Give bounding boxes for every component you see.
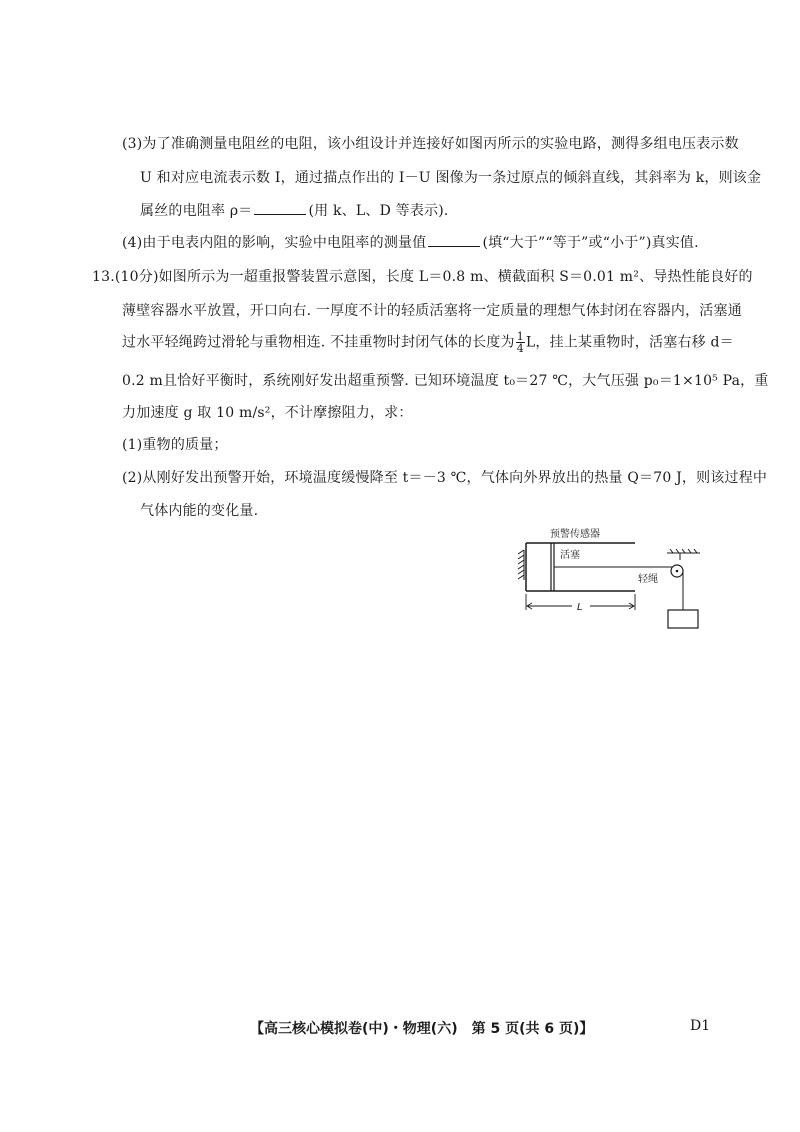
question-12-part-4 bbox=[122, 232, 699, 252]
q13-line4: 0.2 m且恰好平衡时，系统刚好发出超重预警. 已知环境温度 t₀＝27 ℃，大气压强 p₀＝1×10⁵ Pa，重 bbox=[122, 373, 769, 389]
q12-p3-line2: U 和对应电流表示数 I，通过描点作出的 I－U 图像为一条过原点的倾斜直线，其斜率为 k，则该金 bbox=[140, 170, 762, 186]
ceiling-hatch bbox=[667, 549, 700, 560]
q13-line5: 力加速度 g 取 10 m/s²，不计摩擦阻力，求： bbox=[122, 405, 413, 421]
answer-blank-comparison[interactable] bbox=[428, 245, 480, 247]
q13-line3 bbox=[122, 331, 734, 354]
q12-p3-line3b: (用 k、L、D 等表示). bbox=[308, 203, 449, 219]
q12-p3-line3a: 属丝的电阻率 ρ＝ bbox=[140, 203, 253, 219]
weight-block bbox=[668, 610, 698, 628]
q12-p3-line1: (3)为了准确测量电阻丝的电阻，该小组设计并连接好如图丙所示的实验电路，测得多组电压表示数 bbox=[122, 136, 739, 152]
q13-line1: 13.(10分)如图所示为一超重报警装置示意图，长度 L＝0.8 m、横截面积 S＝0.01 m²、导热性能良好的 bbox=[92, 269, 753, 285]
answer-blank-resistivity[interactable] bbox=[254, 213, 306, 215]
alarm-device-diagram bbox=[510, 528, 720, 632]
left-wall-hatch bbox=[518, 550, 524, 580]
rope-label: 轻绳 bbox=[638, 574, 658, 585]
fraction-numerator: 1 bbox=[516, 330, 524, 343]
q12-p3-line3 bbox=[140, 200, 449, 220]
fraction-one-quarter bbox=[516, 331, 525, 354]
fraction-denominator: 4 bbox=[516, 342, 524, 355]
q13-subquestion-2-line1: (2)从刚好发出预警开始，环境温度缓慢降至 t＝－3 ℃，气体向外界放出的热量 Q＝70 J，则该过程中 bbox=[122, 470, 768, 486]
length-label: L bbox=[577, 602, 583, 613]
sensor-label: 预警传感器 bbox=[550, 529, 600, 540]
piston bbox=[551, 543, 554, 591]
q13-subquestion-1: (1)重物的质量； bbox=[122, 437, 228, 453]
q13-subquestion-2-line2: 气体内能的变化量. bbox=[140, 503, 259, 519]
q13-line3b: L，挂上某重物时，活塞右移 d＝ bbox=[525, 334, 734, 351]
pulley-axle bbox=[676, 570, 679, 573]
paper-code: D1 bbox=[690, 1018, 711, 1034]
q13-line3a: 过水平轻绳跨过滑轮与重物相连. 不挂重物时封闭气体的长度为 bbox=[122, 334, 515, 351]
q12-p4b: (填“大于”“等于”或“小于”)真实值. bbox=[482, 235, 699, 251]
q12-p4a: (4)由于电表内阻的影响，实验中电阻率的测量值 bbox=[122, 235, 427, 251]
piston-label: 活塞 bbox=[560, 550, 580, 561]
q13-line2: 薄壁容器水平放置，开口向右. 一厚度不计的轻质活塞将一定质量的理想气体封闭在容器内，活塞通 bbox=[122, 303, 742, 319]
page-footer: 【高三核心模拟卷(中)・物理(六) 第 5 页(共 6 页)】 bbox=[250, 1021, 594, 1037]
